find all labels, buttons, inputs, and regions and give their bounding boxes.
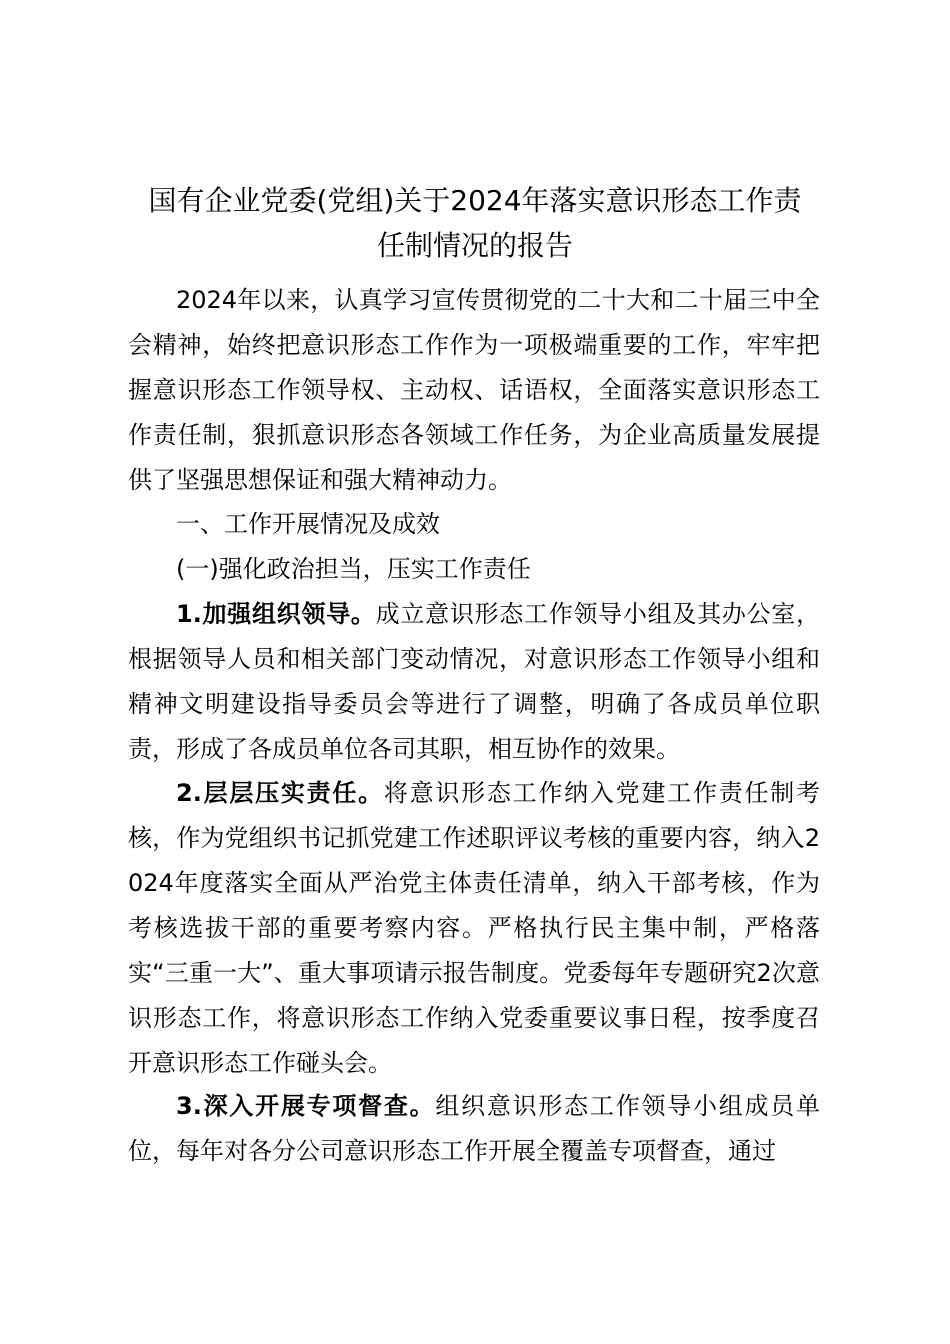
subsection-1-heading: (一)强化政治担当，压实工作责任 [176, 555, 531, 583]
item-2-text: 将意识形态工作纳入党建工作责任制考核，作为党组织书记抓党建工作述职评议考核的重要内容，纳入2024年度落实全面从严治党主体责任清单，纳入干部考核，作为考核选拔干部的重要考察内容。严格执行民主集中制，严格落实“三重一大”、重大事项请示报告制度。党委每年专题研究2次意识形态工作，将意识形态工作纳入党委重要议事日程，按季度召开意识形态工作碰头会。 [128, 779, 820, 1077]
item-1 [128, 592, 820, 772]
title-line-1: 国有企业党委(党组)关于2024年落实意识形态工作责 [148, 184, 802, 217]
item-2-lead: 2.层层压实责任。 [176, 779, 384, 807]
item-paragraph-2 [128, 771, 820, 1086]
item-2 [128, 771, 820, 1086]
section-heading [128, 502, 820, 547]
item-1-text: 成立意识形态工作领导小组及其办公室，根据领导人员和相关部门变动情况，对意识形态工作领导小组和精神文明建设指导委员会等进行了调整，明确了各成员单位职责，形成了各成员单位各司其职，相互协作的效果。 [128, 600, 820, 763]
item-3 [128, 1084, 820, 1174]
item-paragraph-3 [128, 1084, 820, 1174]
intro-text: 2024年以来，认真学习宣传贯彻党的二十大和二十届三中全会精神，始终把意识形态工作作为一项极端重要的工作，牢牢把握意识形态工作领导权、主动权、话语权，全面落实意识形态工作责任制，狠抓意识形态各领域工作任务，为企业高质量发展提供了坚强思想保证和强大精神动力。 [128, 286, 820, 494]
item-3-lead: 3.深入开展专项督查。 [176, 1092, 436, 1120]
item-1-lead: 1.加强组织领导。 [176, 600, 376, 628]
title-line-2: 任制情况的报告 [376, 229, 573, 262]
subsection-heading [128, 547, 820, 592]
item-paragraph-1 [128, 592, 820, 772]
intro-paragraph [128, 278, 820, 503]
section-1-heading: 一、工作开展情况及成效 [176, 510, 440, 538]
item-3-text: 组织意识形态工作领导小组成员单位，每年对各分公司意识形态工作开展全覆盖专项督查，通过 [128, 1092, 820, 1165]
document-title [128, 178, 822, 268]
